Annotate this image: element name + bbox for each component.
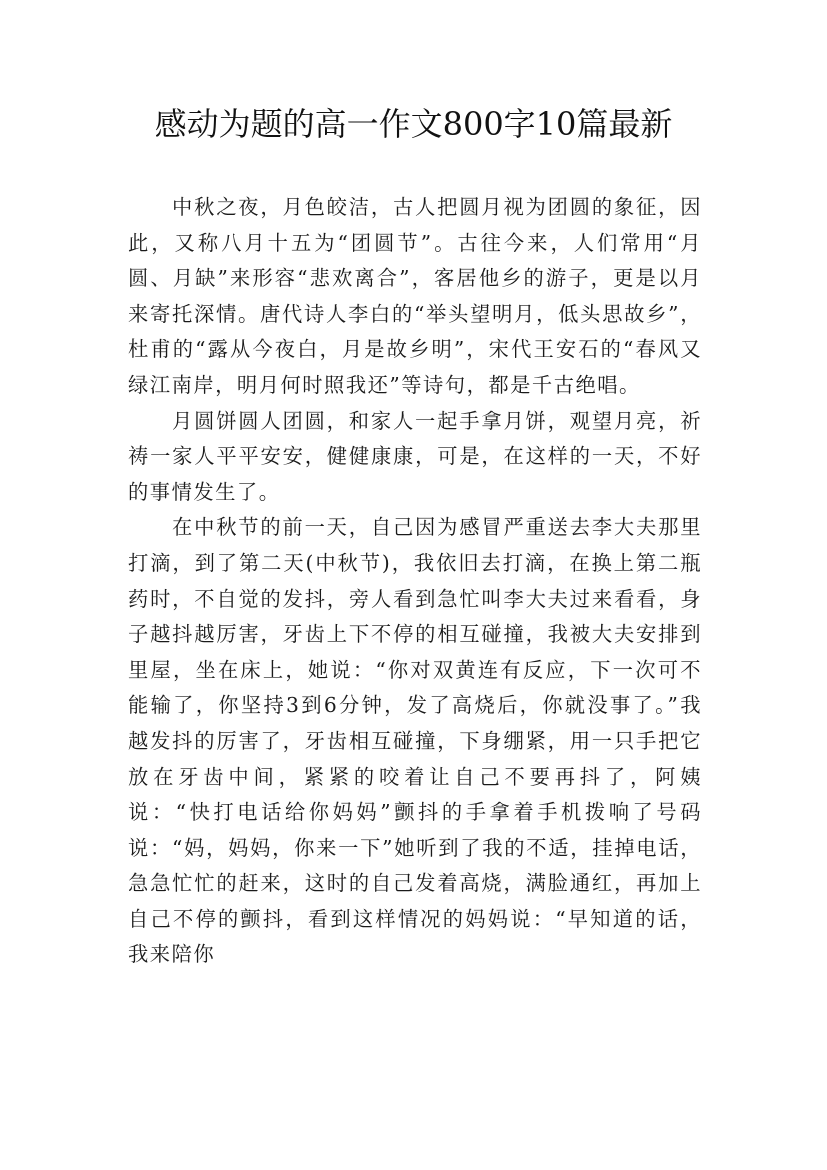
paragraph-3: 在中秋节的前一天，自己因为感冒严重送去李大夫那里打滴，到了第二天(中秋节)，我依旧去打滴，在换上第二瓶药时，不自觉的发抖，旁人看到急忙叫李大夫过来看看，身子越抖越厉害，牙齿上下不停的相互碰撞，我被大夫安排到里屋，坐在床上，她说：“你对双黄连有反应，下一次可不能输了，你坚持3到6分钟，发了高烧后，你就没事了。”我越发抖的厉害了，牙齿相互碰撞，下身绷紧，用一只手把它放在牙齿中间，紧紧的咬着让自己不要再抖了，阿姨说：“快打电话给你妈妈”颤抖的手拿着手机拨响了号码说：“妈，妈妈，你来一下”她听到了我的不适，挂掉电话，急急忙忙的赶来，这时的自己发着高烧，满脸通红，再加上自己不停的颤抖，看到这样情况的妈妈说：“早知道的话，我来陪你 — [128, 515, 702, 967]
document-title: 感动为题的高一作文800字10篇最新 — [154, 105, 673, 143]
paragraph-1: 中秋之夜，月色皎洁，古人把圆月视为团圆的象征，因此，又称八月十五为“团圆节”。古往今来，人们常用“月圆、月缺”来形容“悲欢离合”，客居他乡的游子，更是以月来寄托深情。唐代诗人李白的“举头望明月，低头思故乡”，杜甫的“露从今夜白，月是故乡明”，宋代王安石的“春风又绿江南岸，明月何时照我还”等诗句，都是千古绝唱。 — [128, 195, 702, 397]
document-body — [128, 190, 702, 973]
paragraph-2: 月圆饼圆人团圆，和家人一起手拿月饼，观望月亮，祈祷一家人平平安安，健健康康，可是，在这样的一天，不好的事情发生了。 — [128, 408, 702, 504]
